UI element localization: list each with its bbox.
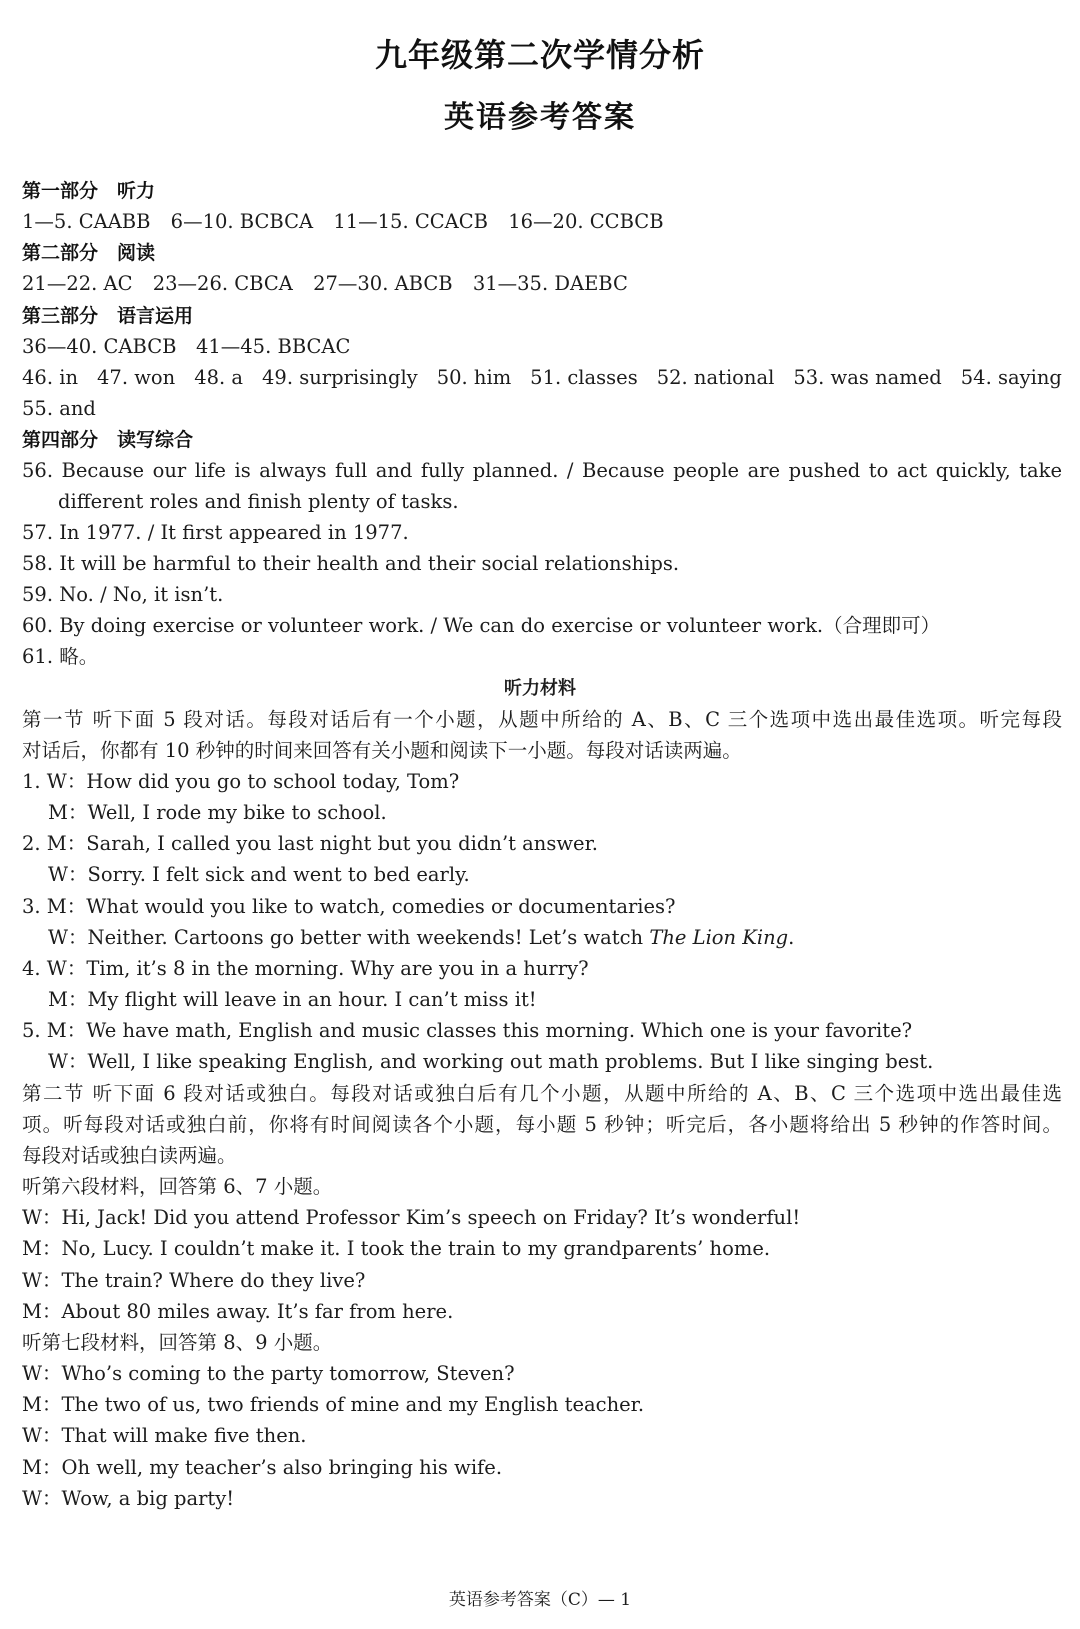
material-7-line: W：Who’s coming to the party tomorrow, Steven? <box>22 1362 515 1385</box>
part3-answers-line3: 55. and <box>22 397 96 420</box>
section2-intro-line3: 每段对话或独白读两遍。 <box>22 1144 237 1167</box>
answer-item: 48. a <box>194 366 244 389</box>
answer-item: 54. saying <box>960 366 1062 389</box>
dialogue-1-line2: M：Well, I rode my bike to school. <box>48 801 387 824</box>
document-subtitle: 英语参考答案 <box>444 100 636 135</box>
dialogue-4-line2: M：My flight will leave in an hour. I can’t miss it! <box>48 988 537 1011</box>
material-7-line: W：Wow, a big party! <box>22 1487 235 1510</box>
answer-item: 47. won <box>97 366 176 389</box>
dialogue-2-line1: 2. M：Sarah, I called you last night but you didn’t answer. <box>22 832 598 855</box>
dialogue-1-line1: 1. W：How did you go to school today, Tom? <box>22 770 460 793</box>
answer-group: 27—30. ABCB <box>313 272 453 295</box>
material-7-intro: 听第七段材料，回答第 8、9 小题。 <box>22 1331 333 1354</box>
part3-answers-line1: 36—40. CABCB 41—45. BBCAC <box>22 335 351 358</box>
section2-intro-line2: 项。听每段对话或独白前，你将有时间阅读各个小题，每小题 5 秒钟；听完后，各小题将给出 5 秒钟的作答时间。 <box>22 1113 1062 1136</box>
answer-57: 57. In 1977. / It first appeared in 1977. <box>22 521 409 544</box>
dialogue-5-line1: 5. M：We have math, English and music classes this morning. Which one is your favorite? <box>22 1019 913 1042</box>
material-6-line: M：About 80 miles away. It’s far from here. <box>22 1300 454 1323</box>
answer-item: 51. classes <box>530 366 638 389</box>
answer-group: 1—5. CAABB <box>22 210 151 233</box>
answer-group: 16—20. CCBCB <box>508 210 664 233</box>
answer-item: 52. national <box>656 366 775 389</box>
answer-group: 6—10. BCBCA <box>170 210 314 233</box>
dialogue-2-line2: W：Sorry. I felt sick and went to bed early. <box>48 863 470 886</box>
material-7-line: M：The two of us, two friends of mine and my English teacher. <box>22 1393 645 1416</box>
answer-group: 31—35. DAEBC <box>472 272 628 295</box>
part1-heading: 第一部分 听力 <box>22 180 156 202</box>
material-6-intro: 听第六段材料，回答第 6、7 小题。 <box>22 1175 333 1198</box>
answer-61: 61. 略。 <box>22 645 99 668</box>
material-6-line: M：No, Lucy. I couldn’t make it. I took the train to my grandparents’ home. <box>22 1237 771 1260</box>
page-footer: 英语参考答案（C）— 1 <box>448 1590 632 1610</box>
dialogue-4-line1: 4. W：Tim, it’s 8 in the morning. Why are you in a hurry? <box>22 957 589 980</box>
part1-answers <box>22 206 1062 238</box>
answer-59: 59. No. / No, it isn’t. <box>22 583 224 606</box>
answer-56-line2: different roles and finish plenty of tasks. <box>58 490 459 513</box>
part2-heading: 第二部分 阅读 <box>22 242 156 264</box>
answer-item: 50. him <box>436 366 512 389</box>
answer-item: 46. in <box>22 366 79 389</box>
document-title: 九年级第二次学情分析 <box>374 36 705 74</box>
material-6-line: W：The train? Where do they live? <box>22 1269 366 1292</box>
part4-heading: 第四部分 读写综合 <box>22 429 194 451</box>
section1-intro-line2: 对话后，你都有 10 秒钟的时间来回答有关小题和阅读下一小题。每段对话读两遍。 <box>22 739 742 762</box>
answer-58: 58. It will be harmful to their health and their social relationships. <box>22 552 680 575</box>
section2-intro-line1: 第二节 听下面 6 段对话或独白。每段对话或独白后有几个小题，从题中所给的 A、B、C 三个选项中选出最佳选 <box>22 1082 1062 1105</box>
part3-heading: 第三部分 语言运用 <box>22 305 194 327</box>
answer-item: 49. surprisingly <box>262 366 418 389</box>
answer-group: 11—15. CCACB <box>333 210 489 233</box>
answer-56-line1: 56. Because our life is always full and fully planned. / Because people are pushed to act quickly, take <box>22 459 1062 482</box>
material-7-line: M：Oh well, my teacher’s also bringing his wife. <box>22 1456 503 1479</box>
material-7-line: W：That will make five then. <box>22 1424 307 1447</box>
answer-item: 53. was named <box>793 366 942 389</box>
dialogue-5-line2: W：Well, I like speaking English, and working out math problems. But I like singing best. <box>48 1050 934 1073</box>
movie-title: The Lion King <box>649 926 789 949</box>
part3-answers-line2 <box>22 362 1062 394</box>
answer-group: 23—26. CBCA <box>152 272 293 295</box>
dialogue-text: . <box>788 926 795 949</box>
answer-60: 60. By doing exercise or volunteer work. / We can do exercise or volunteer work.（合理即可） <box>22 614 941 637</box>
section1-intro-line1: 第一节 听下面 5 段对话。每段对话后有一个小题，从题中所给的 A、B、C 三个选项中选出最佳选项。听完每段 <box>22 708 1062 731</box>
material-6-line: W：Hi, Jack! Did you attend Professor Kim’s speech on Friday? It’s wonderful! <box>22 1206 801 1229</box>
dialogue-text: W：Neither. Cartoons go better with weekends! Let’s watch <box>48 926 650 949</box>
answer-group: 21—22. AC <box>22 272 133 295</box>
listening-heading: 听力材料 <box>504 678 576 699</box>
dialogue-3-line1: 3. M：What would you like to watch, comedies or documentaries? <box>22 895 676 918</box>
dialogue-3-line2 <box>48 922 1052 954</box>
part2-answers <box>22 268 1062 300</box>
